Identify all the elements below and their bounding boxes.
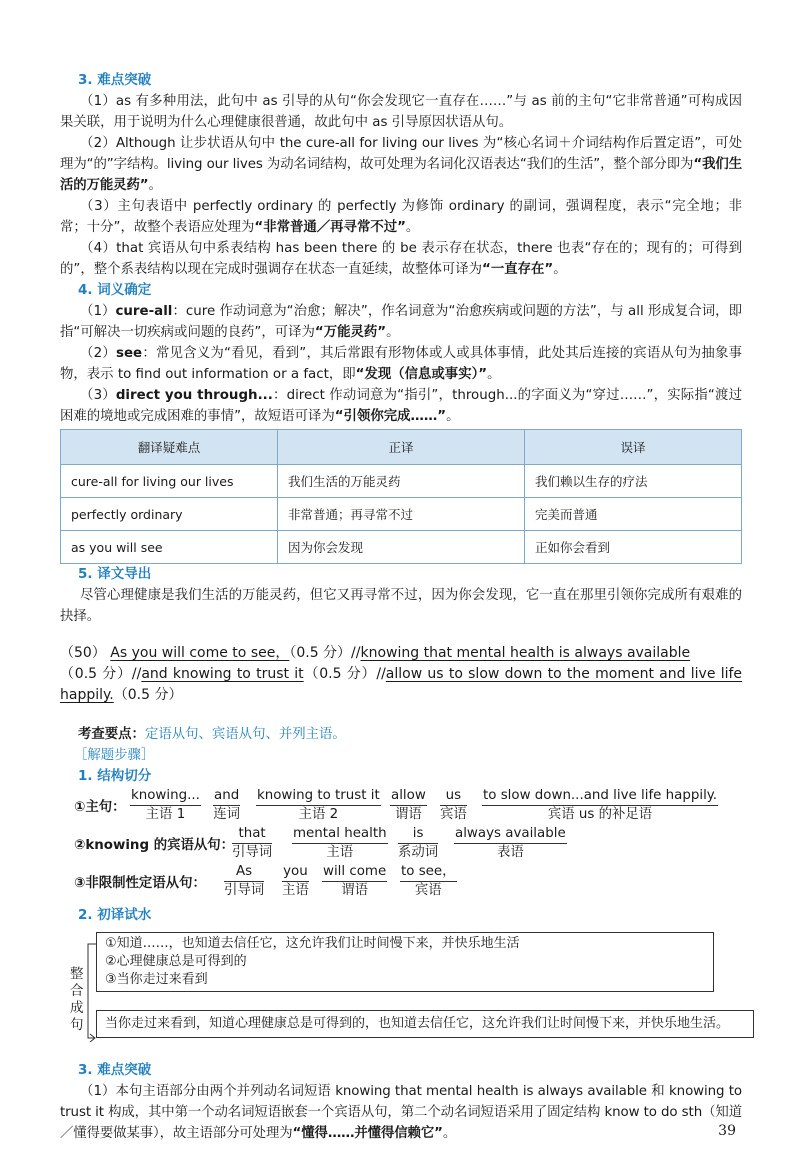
table-cell: cure-all for living our lives xyxy=(61,465,278,498)
structure-word: us 宾语 xyxy=(440,788,467,822)
section-title-difficulty-2: 3. 难点突破 xyxy=(78,1062,152,1078)
table-header: 翻译疑难点 xyxy=(61,430,278,465)
paragraph-final-translation: 尽管心理健康是我们生活的万能灵药，但它又再寻常不过，因为你会发现，它一直在那里引领你完成所有艰难的抉择。 xyxy=(60,588,742,624)
structure-word: will come 谓语 xyxy=(323,864,387,898)
draft-line: ①知道……，也知道去信任它，这允许我们让时间慢下来，并快乐地生活 xyxy=(105,936,520,951)
table-header: 误译 xyxy=(525,430,742,465)
structure-object-clause xyxy=(60,825,742,863)
key-points: 考查要点：定语从句、宾语从句、并列主语。 xyxy=(78,727,346,742)
paragraph-object-clause: （4）that 宾语从句中系表结构 has been there 的 be 表示存在状态，there 也表“存在的；现有的；可得到的”，整个系表结构以现在完成时强调存在状态一直延续，故整体可译为“一直存在”。 xyxy=(60,241,742,277)
paragraph-predicative: （3）主句表语中 perfectly ordinary 的 perfectly 为修饰 ordinary 的副词，强调程度，表示“完全地；非常；十分”，故整个表语应处理为“非常普通／再寻常不过”。 xyxy=(60,199,742,235)
section-title-word-meaning: 4. 词义确定 xyxy=(78,282,152,298)
table-row xyxy=(61,531,742,564)
steps-label: ［解题步骤］ xyxy=(74,748,155,763)
structure-word: is 系动词 xyxy=(398,826,439,860)
table-cell: as you will see xyxy=(61,531,278,564)
paragraph-as-usage: （1）as 有多种用法，此句中 as 引导的从句“你会发现它一直存在……”与 as 前的主句“它非常普通”可构成因果关联，用于说明为什么心理健康很普通，故此句中 as 引导原因状语从句。 xyxy=(60,94,742,130)
structure-word: knowing to trust it 主语 2 xyxy=(257,788,380,822)
table-cell: 我们赖以生存的疗法 xyxy=(525,465,742,498)
table-row xyxy=(61,498,742,531)
section-title-structure: 1. 结构切分 xyxy=(78,768,152,784)
structure-word: and 连词 xyxy=(213,788,240,822)
draft-line: ③当你走过来看到 xyxy=(105,972,208,987)
structure-attributive-clause xyxy=(60,863,742,901)
table-cell: perfectly ordinary xyxy=(61,498,278,531)
structure-word: knowing... 主语 1 xyxy=(131,788,200,822)
structure-word: mental health 主语 xyxy=(293,826,387,860)
draft-line: ②心理健康总是可得到的 xyxy=(105,954,247,969)
structure-label: ②knowing 的宾语从句： xyxy=(74,838,235,853)
paragraph-although-clause: （2）Although 让步状语从句中 the cure-all for living our lives 为“核心名词＋介词结构作后置定语”，可处理为“的”字结构。living our lives 为动名词结构，故可处理为名词化汉语表达“我们的生活”，整个部分即为“我们生活的万能灵药”。 xyxy=(60,136,742,193)
structure-word: As 引导词 xyxy=(224,864,265,898)
table-row xyxy=(61,465,742,498)
draft-translation-box xyxy=(60,932,742,1050)
draft-result-box: 当你走过来看到，知道心理健康总是可得到的，也知道去信任它，这允许我们让时间慢下来，并快乐地生活。 xyxy=(96,1010,754,1038)
structure-word: to slow down...and live life happily. 宾语 us 的补足语 xyxy=(483,788,718,822)
structure-word: allow 谓语 xyxy=(391,788,426,822)
table-cell: 非常普通；再寻常不过 xyxy=(278,498,525,531)
paragraph-direct-you-through: （3）direct you through...：direct 作动词意为“指引”，through...的字面义为“穿过……”，实际指“渡过困难的境地或完成困难的事情”，故短语可译为“引领你完成……”。 xyxy=(60,388,742,424)
structure-word: you 主语 xyxy=(282,864,309,898)
exercise-sentence: （50） As you will come to see，（0.5 分）//knowing that mental health is always available （0.5 分）//and knowing to trust it（0.5 分）//allow us to slow down to the moment and live life happily.（0.5 分） xyxy=(60,645,743,703)
section-title-difficulty: 3. 难点突破 xyxy=(78,72,152,88)
table-header-row xyxy=(61,430,742,465)
draft-lines-box xyxy=(96,932,714,992)
table-cell: 正如你会看到 xyxy=(525,531,742,564)
translation-table xyxy=(60,429,742,564)
structure-label: ③非限制性定语从句： xyxy=(74,876,206,891)
paragraph-subject-analysis: （1）本句主语部分由两个并列动名词短语 knowing that mental health is always available 和 knowing to trust it 构成，其中第一个动名词短语嵌套一个宾语从句，第二个动名词短语采用了固定结构 know to do sth（知道／懂得要做某事），故主语部分可处理为“懂得……并懂得信赖它”。 xyxy=(60,1084,742,1141)
table-cell: 完美而普通 xyxy=(525,498,742,531)
page-number: 39 xyxy=(718,1123,736,1139)
structure-word: always available 表语 xyxy=(455,826,566,860)
paragraph-cure-all: （1）cure-all：cure 作动词意为“治愈；解决”，作名词意为“治愈疾病或问题的方法”，与 all 形成复合词，即指“可解决一切疾病或问题的良药”，可译为“万能灵药”。 xyxy=(60,304,742,340)
table-cell: 因为你会发现 xyxy=(278,531,525,564)
structure-main-clause xyxy=(60,787,742,825)
section-title-translation: 5. 译文导出 xyxy=(78,566,152,582)
page-content xyxy=(60,70,742,1144)
draft-side-label: 整合成句 xyxy=(70,966,84,1033)
structure-word: that 引导词 xyxy=(232,826,273,860)
structure-label: ①主句： xyxy=(74,800,126,815)
table-header: 正译 xyxy=(278,430,525,465)
table-cell: 我们生活的万能灵药 xyxy=(278,465,525,498)
structure-word: to see， 宾语 xyxy=(401,864,456,898)
section-title-draft: 2. 初译试水 xyxy=(78,907,152,923)
paragraph-see: （2）see：常见含义为“看见，看到”，其后常跟有形物体或人或具体事情，此处其后连接的宾语从句为抽象事物，表示 to find out information or a fact，即“发现（信息或事实）”。 xyxy=(60,346,742,382)
